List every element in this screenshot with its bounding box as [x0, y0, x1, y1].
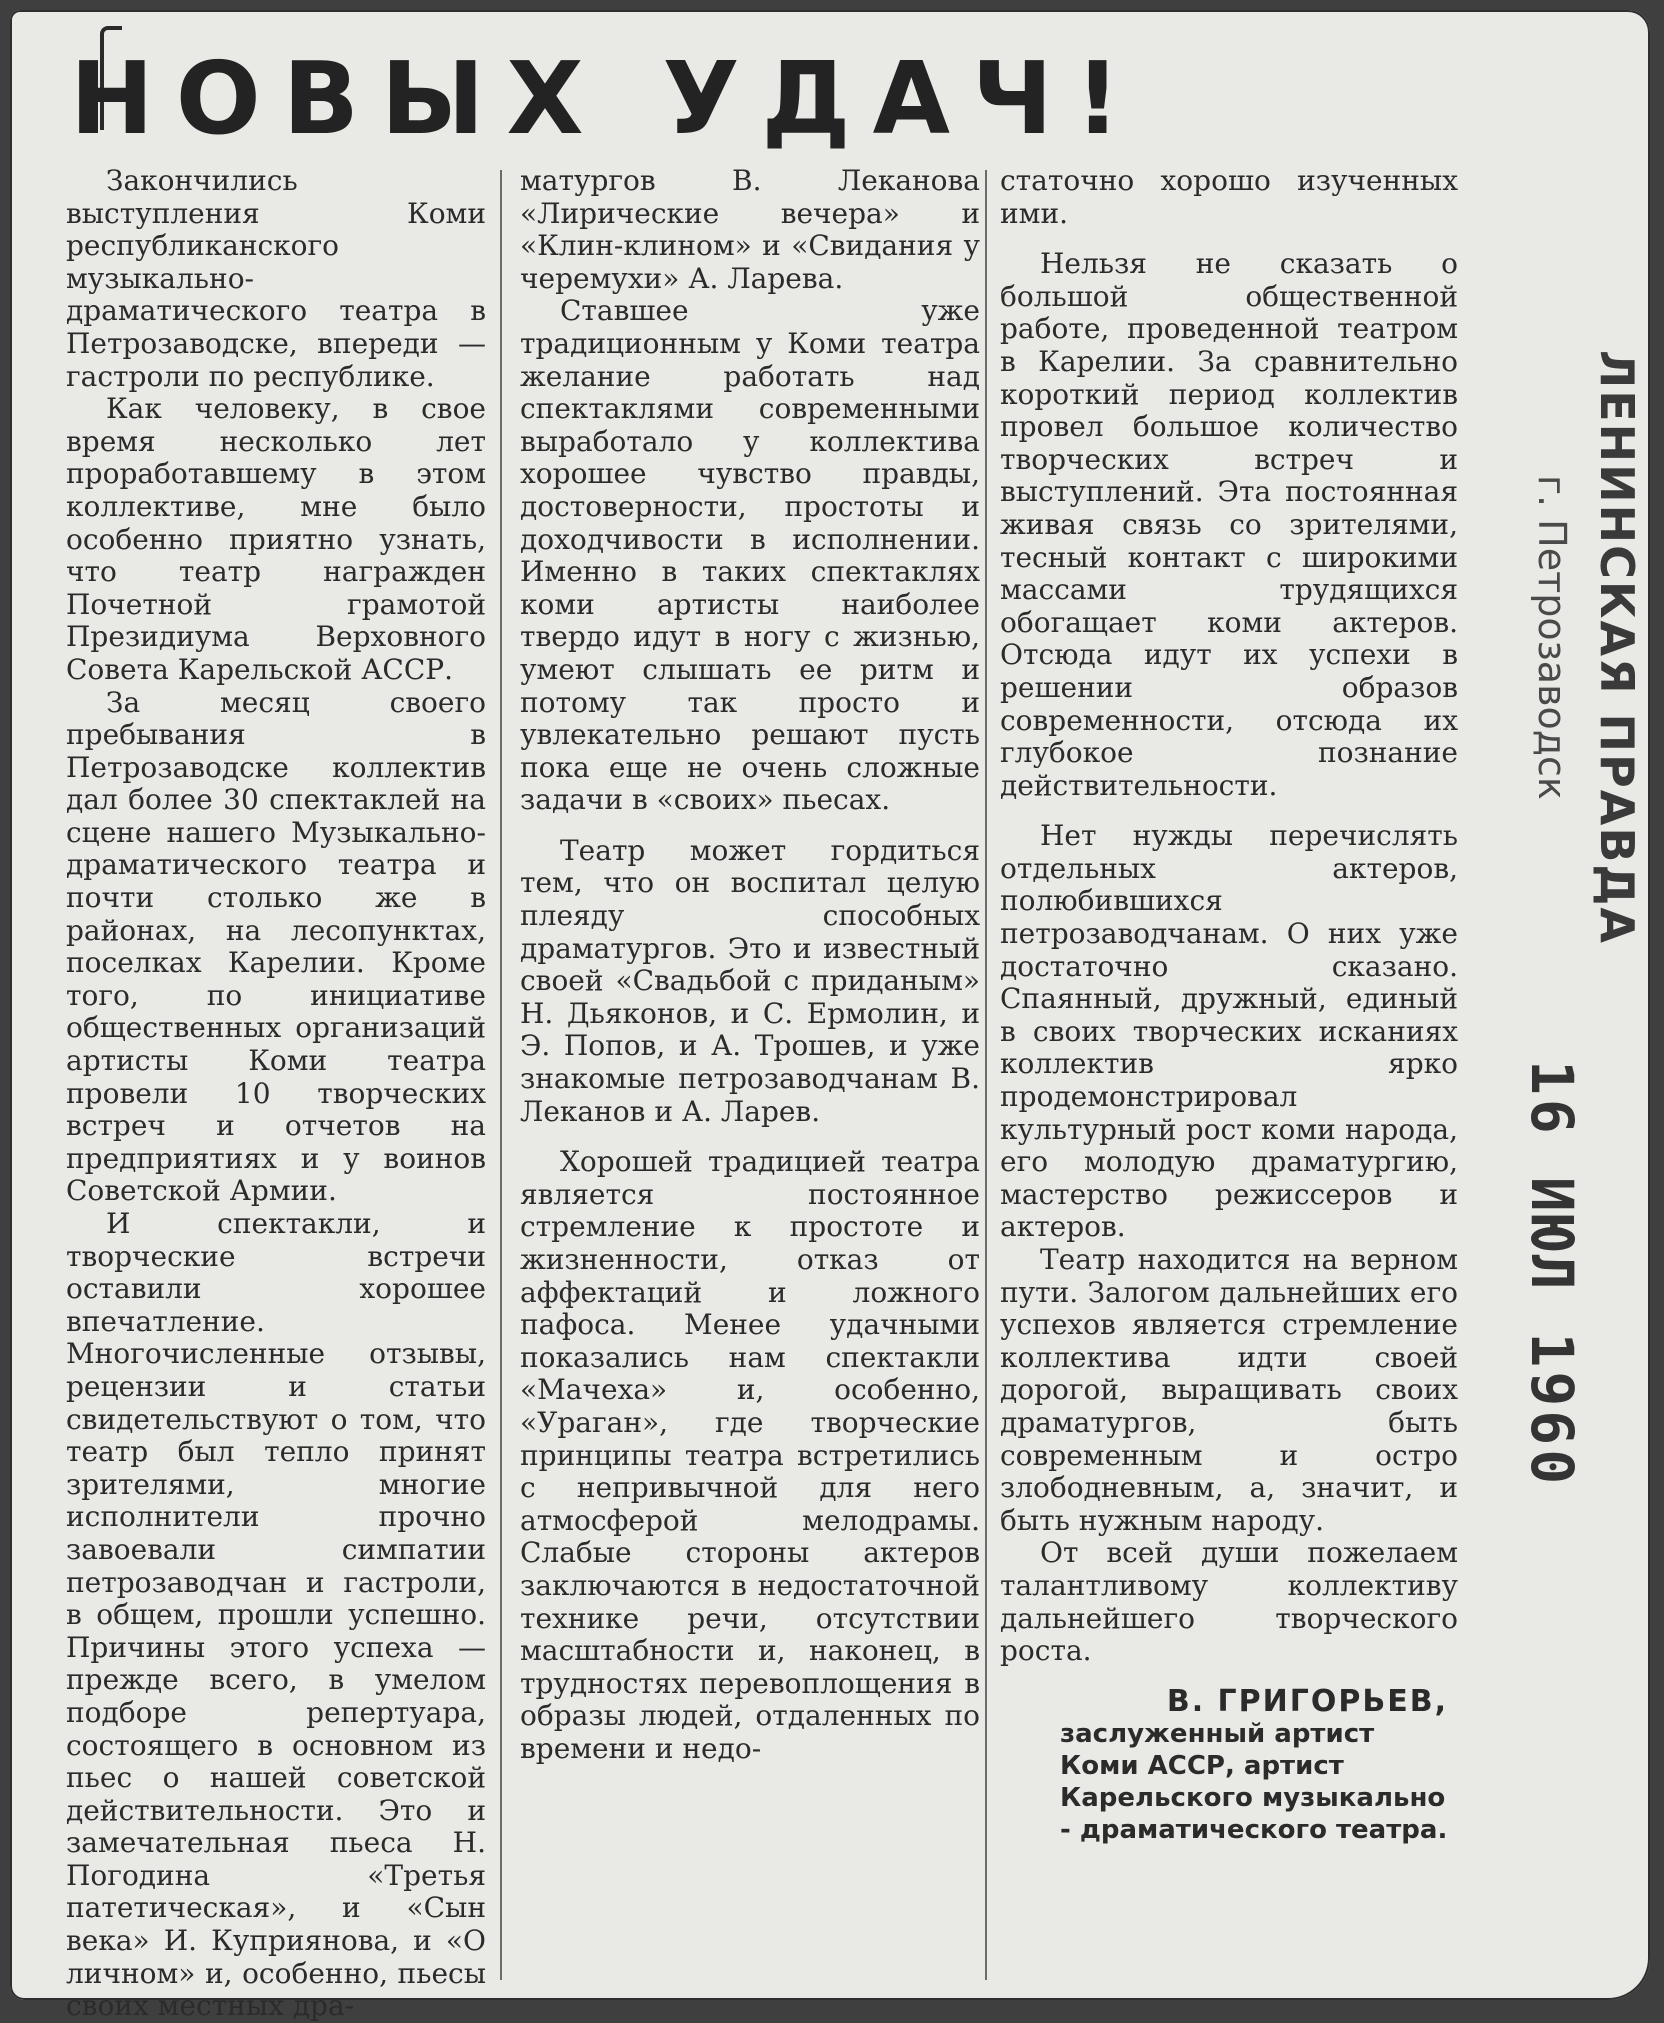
paragraph: статочно хорошо изученных ими. — [1000, 164, 1458, 230]
column-divider — [985, 170, 987, 1980]
article-column-1 — [66, 165, 486, 2023]
paragraph: И спектакли, и творческие встречи оставили хорошее впечатление. Многочисленные отзывы, рецензии и статьи свидетельствуют о том, что театр был тепло принят зрителями, многие исполнители прочно завоевали симпатии петрозаводчан и гастроли, в общем, прошли успешно. Причины этого успеха — прежде всего, в умелом подборе репертуара, состоящего в основном из пьес о нашей советской действительности. Это и замечательная пьеса Н. Погодина «Третья патетическая», и «Сын века» И. Куприянова, и «О личном» и, особенно, пьесы своих местных дра- — [66, 1207, 486, 2023]
paragraph: Ставшее уже традиционным у Коми театра желание работать над спектаклями современными выработало у коллектива хорошее чувство правды, достоверности, простоты и доходчивости в исполнении. Именно в таких спектаклях коми артисты наиболее твердо идут в ногу с жизнью, умеют слышать ее ритм и потому так просто и увлекательно решают пусть пока еще не очень сложные задачи в «своих» пьесах. — [520, 294, 980, 817]
column-divider — [500, 170, 502, 1980]
author-name: В. ГРИГОРЬЕВ, — [1166, 1683, 1448, 1719]
paragraph: Закончились выступления Коми республиканского музыкально-драматического театра в Петрозаводске, впереди — гастроли по республике. — [66, 164, 486, 393]
date-stamp: 16 ИЮЛ 1960 — [1518, 1060, 1586, 1489]
paragraph: Нет нужды перечислять отдельных актеров, полюбившихся петрозаводчанам. О них уже достаточно сказано. Спаянный, дружный, единый в своих творческих исканиях коллектив ярко продемонстрировал культурный рост коми народа, его молодую драматургию, мастерство режиссеров и актеров. — [1000, 819, 1458, 1244]
paragraph: Театр находится на верном пути. Залогом дальнейших его успехов является стремление коллектива идти своей дорогой, выращивать своих драматургов, быть современным и остро злободневным, а, значит, и быть нужным народу. — [1000, 1243, 1458, 1537]
article-column-2 — [520, 165, 980, 1766]
paragraph: Как человеку, в свое время несколько лет проработавшему в этом коллективе, мне было особенно приятно узнать, что театр награжден Почетной грамотой Президиума Верховного Совета Карельской АССР. — [66, 392, 486, 686]
paragraph: Хорошей традицией театра является постоянное стремление к простоте и жизненности, отказ от аффектаций и ложного пафоса. Менее удачными показались нам спектакли «Мачеха» и, особенно, «Ураган», где творческие принципы театра встретились с непривычной для него атмосферой мелодрамы. Слабые стороны актеров заключаются в недостаточной технике речи, отсутствии масштабности и, наконец, в трудностях перевоплощения в образы людей, отдаленных по времени и недо- — [520, 1145, 980, 1765]
paragraph: Театр может гордиться тем, что он воспитал целую плеяду способных драматургов. Это и известный своей «Свадьбой с приданым» Н. Дьяконов, и С. Ермолин, и Э. Попов, и А. Трошев, и уже знакомые петрозаводчанам В. Леканов и А. Ларев. — [520, 833, 980, 1128]
article-column-3 — [1000, 165, 1458, 1846]
newspaper-name-stamp: ЛЕНИНСКАЯ ПРАВДА — [1590, 350, 1644, 945]
author-signature — [1000, 1683, 1458, 1847]
paragraph: матургов В. Леканова «Лирические вечера» и «Клин-клином» и «Свидания у черемухи» А. Ларева. — [520, 164, 980, 295]
newspaper-clipping — [10, 10, 1650, 2023]
headline: НОВЫХ УДАЧ! — [70, 40, 1143, 157]
paragraph: За месяц своего пребывания в Петрозаводске коллектив дал более 30 спектаклей на сцене нашего Музыкально-драматического театра и почти столько же в районах, на лесопунктах, поселках Карелии. Кроме того, по инициативе общественных организаций артисты Коми театра провели 10 творческих встреч и отчетов на предприятиях и у воинов Советской Армии. — [66, 685, 486, 1208]
paragraph: От всей души пожелаем талантливому коллективу дальнейшего творческого роста. — [1000, 1536, 1458, 1668]
author-title: заслуженный артист Коми АССР, артист Карельского музыкально - драматического театра. — [1060, 1719, 1448, 1846]
paragraph: Нельзя не сказать о большой общественной работе, проведенной театром в Карелии. За сравнительно короткий период коллектив провел большое количество творческих встреч и выступлений. Эта постоянная живая связь со зрителями, тесный контакт с широкими массами трудящихся обогащает коми актеров. Отсюда идут их успехи в решении образов современности, отсюда их глубокое познание действительности. — [1000, 247, 1458, 802]
city-stamp: г. Петрозаводск — [1530, 475, 1574, 800]
